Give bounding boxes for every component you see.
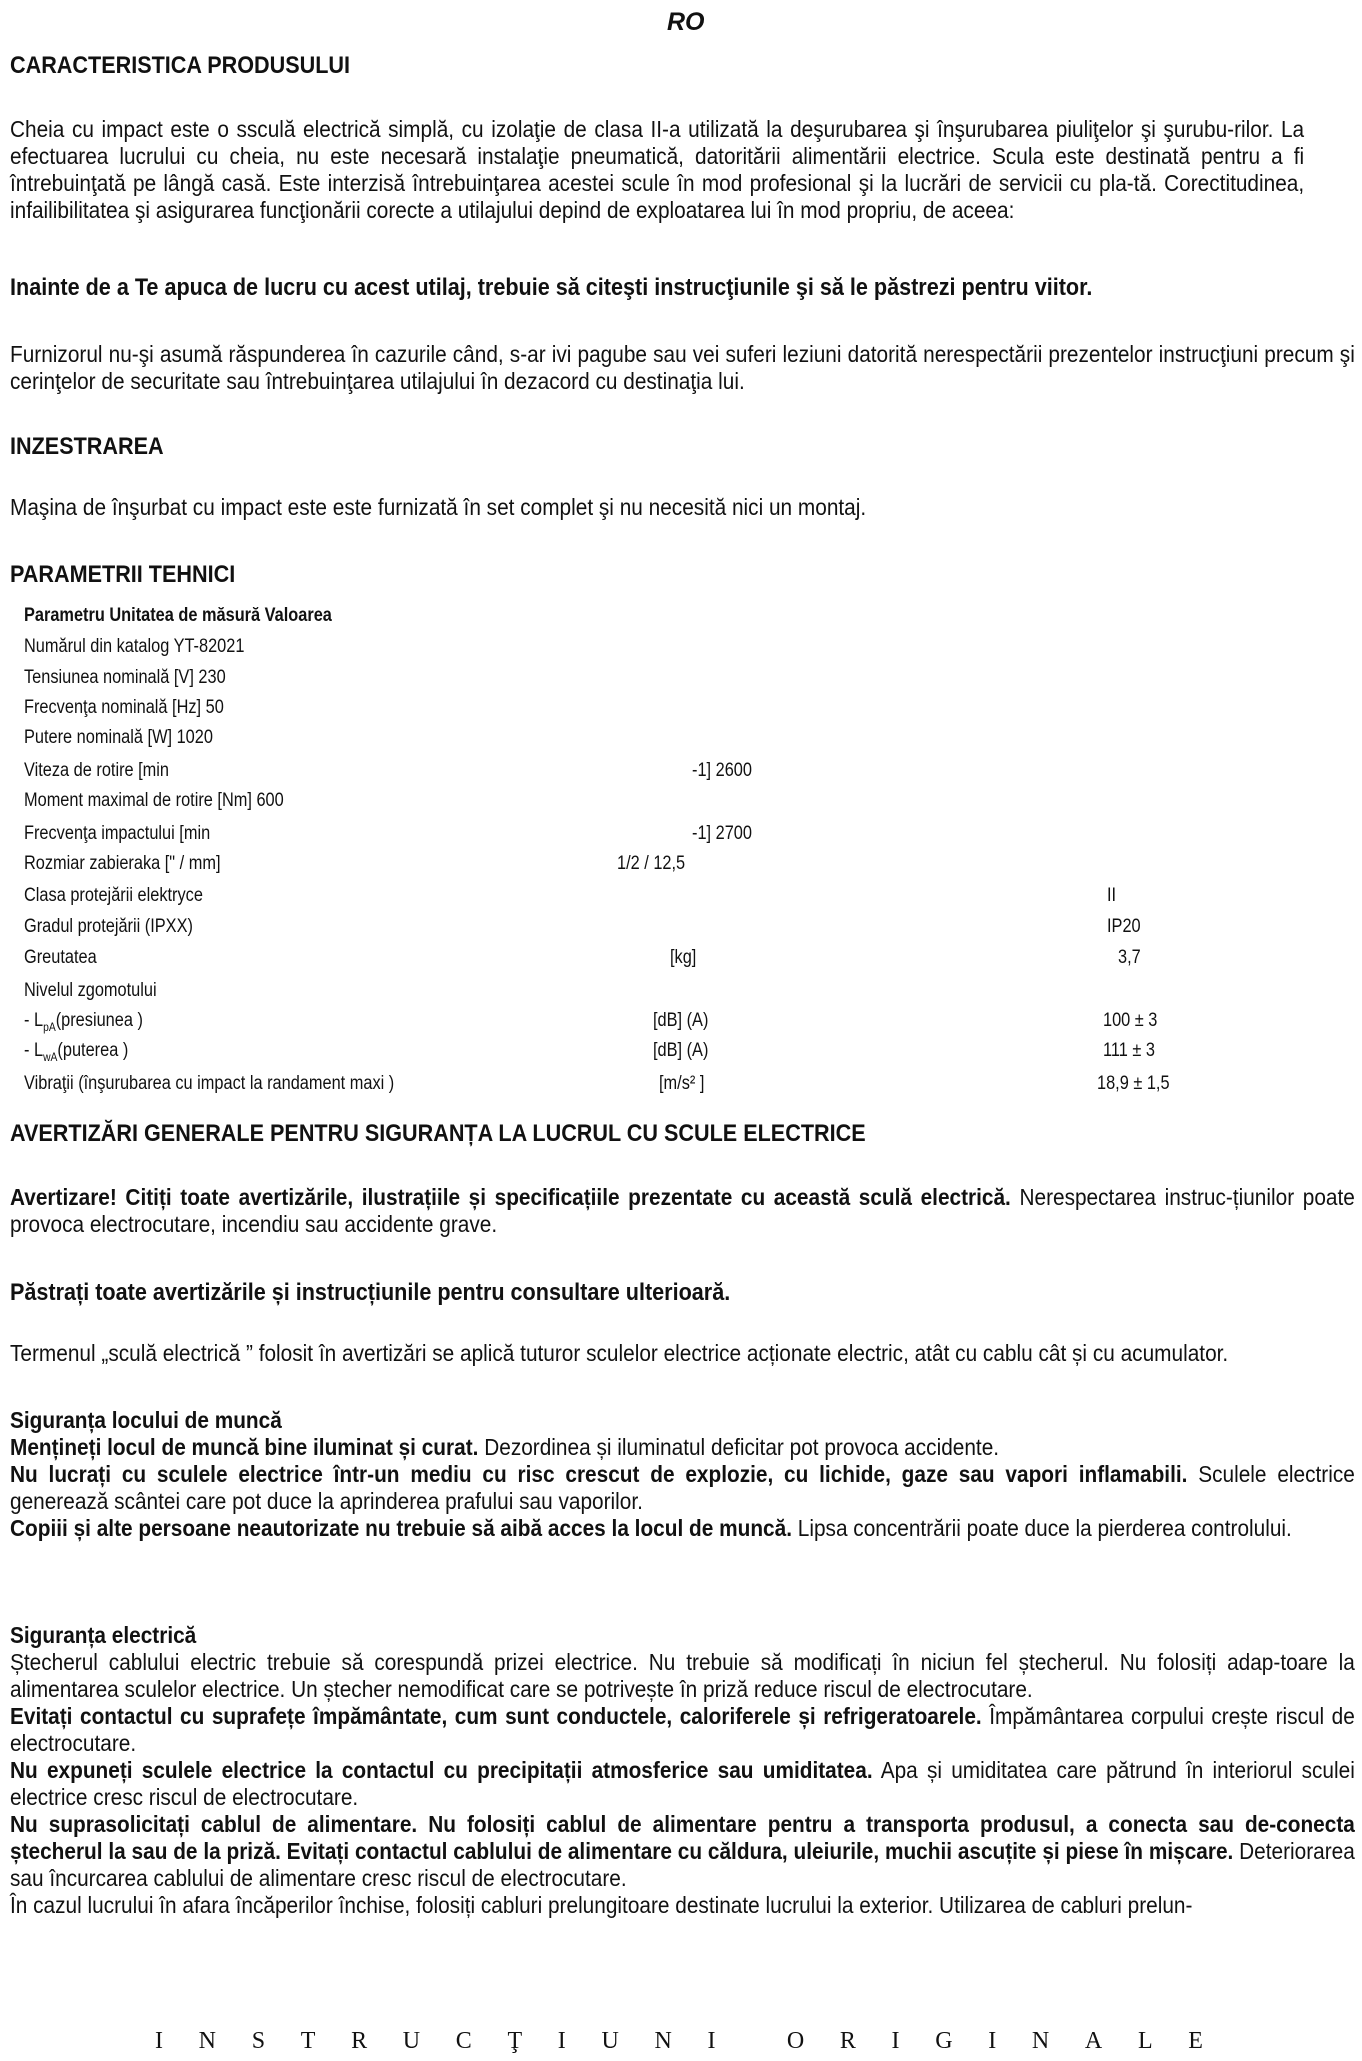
spec-row-label: Clasa protejării elektryce <box>24 885 203 906</box>
spec-speed-label: Viteza de rotire [min <box>24 760 170 781</box>
rule-text: Apa și umiditatea care pătrund în interiorul sculei electrice cresc riscul de electrocutare. <box>10 1757 1355 1810</box>
warning-bold: Avertizare! Citiți toate avertizările, ilustrațiile și specificațiile prezentate cu această sculă electrică. <box>10 1184 1011 1210</box>
spec-chuck-label: Rozmiar zabieraka [" / mm] <box>24 853 221 874</box>
lwa-label-text: (puterea ) <box>57 1040 129 1061</box>
lpa-subscript: pA <box>43 1019 56 1034</box>
spec-vibration-unit: [m/s² ] <box>659 1073 705 1094</box>
spec-torque: Moment maximal de rotire [Nm] 600 <box>24 790 284 811</box>
spec-lwa-unit: [dB] (A) <box>653 1040 709 1061</box>
spec-noise-title: Nivelul zgomotului <box>24 980 157 1001</box>
spec-row-value: IP20 <box>1107 916 1141 937</box>
spec-row-value: 3,7 <box>1118 947 1141 968</box>
rule-text: Dezordinea și iluminatul deficitar pot provoca accidente. <box>478 1434 1000 1460</box>
footer-letter: N <box>198 2028 217 2054</box>
spec-chuck-value: 1/2 / 12,5 <box>617 853 686 874</box>
footer-letter: T <box>300 2028 316 2054</box>
footer-letter: O <box>786 2028 805 2054</box>
section-title-warnings: AVERTIZĂRI GENERALE PENTRU SIGURANȚA LA LUCRUL CU SCULE ELECTRICE <box>10 1120 866 1147</box>
spec-lpa-label <box>24 1010 143 1034</box>
electrical-safety-title: Siguranța electrică <box>10 1622 197 1648</box>
term-paragraph: Termenul „sculă electrică ” folosit în avertizări se aplică tuturor sculelor electrice acționate electric, atât cu cablu cât și cu acumulator. <box>10 1340 1229 1366</box>
keep-instructions-notice: Păstrați toate avertizările și instrucțiunile pentru consultare ulterioară. <box>10 1279 731 1306</box>
electrical-rule: Ștecherul cablului electric trebuie să corespundă prizei electrice. Nu trebuie să modificați în niciun fel ștecherul. Nu folosiți adap-toare la alimentarea sculelor electrice. Un ștecher nemodificat care se potrivește în priză reduce riscul de electrocutare. <box>10 1649 1355 1702</box>
spec-lwa-label <box>24 1040 128 1064</box>
electrical-rule <box>10 1757 1355 1811</box>
electrical-rule <box>10 1811 1355 1892</box>
spec-line: Numărul din katalog YT-82021 <box>24 636 245 657</box>
footer-letter: U <box>601 2028 619 2054</box>
footer-letter: I <box>891 2028 900 2054</box>
warning-paragraph <box>10 1184 1355 1238</box>
section-title-technical: PARAMETRII TEHNICI <box>10 561 236 588</box>
spec-vibration-value: 18,9 ± 1,5 <box>1097 1073 1170 1094</box>
spec-row-label: Greutatea <box>24 947 97 968</box>
equipment-paragraph: Maşina de înşurbat cu impact este este furnizată în set complet şi nu necesită nici un montaj. <box>10 494 867 520</box>
rule-bold: Nu suprasolicitați cablul de alimentare. Nu folosiți cablul de alimentare pentru a transporta produsul, a conecta sau de-conecta ștecherul la sau de la priză. Evitați contactul cablului de alimentare cu căldura, uleiurile, muchii ascuțite și piese în mișcare. <box>10 1811 1355 1864</box>
read-instructions-notice: Inainte de a Te apuca de lucru cu acest utilaj, trebuie să citeşti instrucţiunile şi să le păstrezi pentru viitor. <box>10 274 1093 301</box>
lpa-prefix: - L <box>24 1010 44 1031</box>
intro-paragraph: Cheia cu impact este o ssculă electrică simplă, cu izolaţie de clasa II-a utilizată la deşurubarea şi înşurubarea piuliţelor şi şurubu-rilor. La efectuarea lucrului cu cheia, nu este necesară instalaţie pneumatică, datoritării alimentării electrice. Scula este destinată pentru a fi întrebuinţată pe lângă casă. Este interzisă întrebuinţarea acestei scule în mod profesional şi la lucrări de servicii cu pla-tă. Corectitudinea, infailibilitatea şi asigurarea funcţionării corecte a utilajului depind de exploatarea lui în mod propriu, de aceea: <box>10 116 1305 223</box>
footer-letter: N <box>654 2028 672 2054</box>
footer-letter: U <box>402 2028 421 2054</box>
spec-row-label: Gradul protejării (IPXX) <box>24 916 193 937</box>
section-title-equipment: INZESTRAREA <box>10 433 164 460</box>
spec-row-value: II <box>1107 885 1117 906</box>
footer-letter: E <box>1188 2028 1203 2054</box>
spec-impact-label: Frecvenţa impactului [min <box>24 823 211 844</box>
footer-letter: A <box>1084 2028 1103 2054</box>
footer-letter: L <box>1137 2028 1153 2054</box>
rule-bold: Nu expuneți sculele electrice la contactul cu precipitații atmosferice sau umiditatea. <box>10 1757 873 1783</box>
language-code: RO <box>667 8 705 36</box>
rule-bold: Nu lucrați cu sculele electrice într-un mediu cu risc crescut de explozie, cu lichide, gaze sau vapori inflamabili. <box>10 1461 1188 1487</box>
electrical-rule: În cazul lucrului în afara încăperilor închise, folosiți cabluri prelungitoare destinate lucrului la exterior. Utilizarea de cabluri prelun- <box>10 1892 1193 1918</box>
spec-lwa-value: 111 ± 3 <box>1103 1040 1155 1061</box>
lwa-prefix: - L <box>24 1040 44 1061</box>
workplace-safety-title: Siguranța locului de muncă <box>10 1407 282 1433</box>
rule-bold: Copiii și alte persoane neautorizate nu trebuie să aibă acces la locul de muncă. <box>10 1515 792 1541</box>
spec-lpa-value: 100 ± 3 <box>1103 1010 1158 1031</box>
workplace-rule <box>10 1515 1355 1542</box>
footer-letter: I <box>707 2028 716 2054</box>
rule-text: Deteriorarea sau încurcarea cablului de alimentare cresc riscul de electrocutare. <box>10 1838 1355 1891</box>
electrical-rule <box>10 1703 1355 1757</box>
spec-header: Parametru Unitatea de măsură Valoarea <box>24 605 332 626</box>
footer-letter: R <box>351 2028 368 2054</box>
rule-text: Lipsa concentrării poate duce la pierderea controlului. <box>791 1515 1292 1541</box>
workplace-safety-block <box>10 1407 1355 1542</box>
lwa-subscript: wA <box>43 1049 58 1064</box>
supplier-paragraph: Furnizorul nu-şi asumă răspunderea în cazurile când, s-ar ivi pagube sau vei suferi leziuni datorită nerespectării prezentelor instrucţiuni precum şi cerinţelor de securitate sau întrebuinţarea utilajului în dezacord cu destinaţia lui. <box>10 341 1355 394</box>
lpa-label-text: (presiunea ) <box>55 1010 143 1031</box>
footer-letter: I <box>155 2028 163 2054</box>
section-title-characteristics: CARACTERISTICA PRODUSULUI <box>10 52 351 79</box>
footer-letter: N <box>1031 2028 1050 2054</box>
spec-impact-value: -1] 2700 <box>692 823 752 844</box>
spec-row-unit: [kg] <box>670 947 697 968</box>
footer-letter: C <box>455 2028 472 2054</box>
workplace-rule <box>10 1434 1355 1461</box>
footer-letter: I <box>988 2028 997 2054</box>
spec-speed-value: -1] 2600 <box>692 760 752 781</box>
footer-original-instructions <box>155 2028 1203 2055</box>
spec-line: Tensiunea nominală [V] 230 <box>24 667 226 688</box>
spec-vibration-label: Vibraţii (înşurubarea cu impact la randament maxi ) <box>24 1073 395 1094</box>
spec-line: Frecvenţa nominală [Hz] 50 <box>24 697 224 718</box>
warning-text: Nerespectarea instruc-țiunilor poate provoca electrocutare, incendiu sau accidente grave. <box>10 1184 1355 1237</box>
footer-letter: S <box>251 2028 266 2054</box>
footer-letter: Ţ <box>507 2028 523 2054</box>
footer-letter: I <box>557 2028 566 2054</box>
rule-bold: Evitați contactul cu suprafețe împământate, cum sunt conductele, caloriferele și refrigeratoarele. <box>10 1703 982 1729</box>
electrical-safety-block <box>10 1622 1355 1919</box>
workplace-rule <box>10 1461 1355 1515</box>
rule-text: Împământarea corpului crește riscul de electrocutare. <box>10 1703 1355 1756</box>
rule-bold: Mențineți locul de muncă bine iluminat și curat. <box>10 1434 479 1460</box>
spec-lpa-unit: [dB] (A) <box>653 1010 709 1031</box>
footer-letter: R <box>839 2028 856 2054</box>
rule-text: Sculele electrice generează scântei care pot duce la aprinderea prafului sau vaporilor. <box>10 1461 1355 1514</box>
spec-line: Putere nominală [W] 1020 <box>24 727 213 748</box>
footer-letter: G <box>935 2028 953 2054</box>
